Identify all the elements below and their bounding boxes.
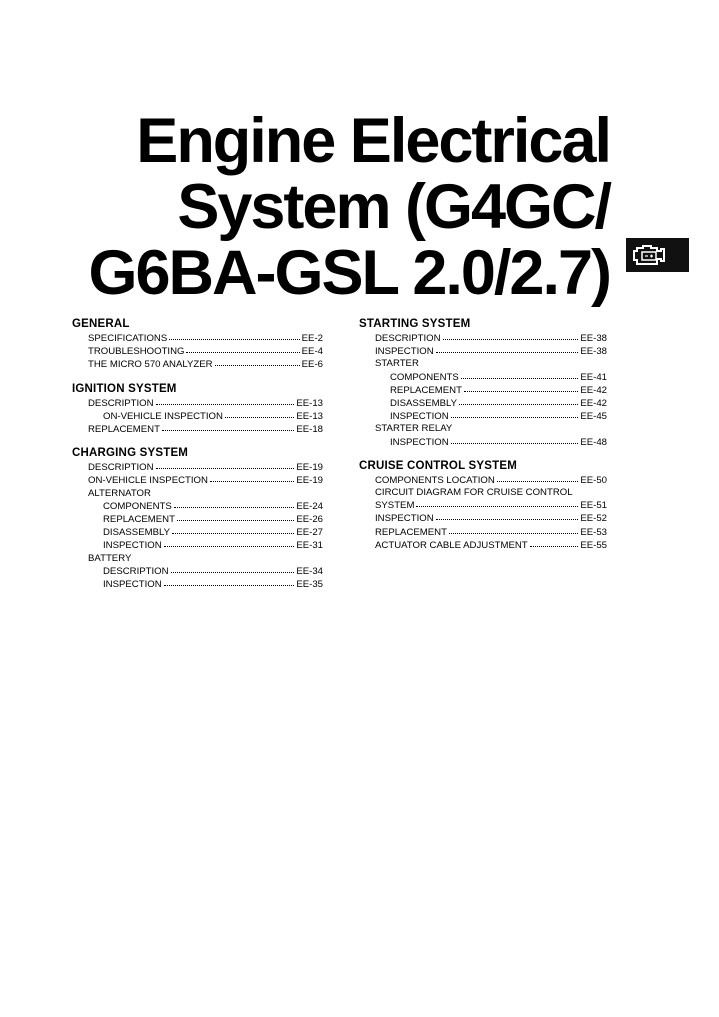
toc-entry-page: EE-38 <box>580 333 607 344</box>
toc-entry-page: EE-42 <box>580 384 607 396</box>
toc-entry-label: THE MICRO 570 ANALYZER <box>88 359 213 371</box>
toc-entry-label: INSPECTION <box>103 540 162 552</box>
toc-entry-label: REPLACEMENT <box>390 384 462 396</box>
toc-entry[interactable] <box>359 539 607 552</box>
toc-entry-page: EE-18 <box>296 424 323 436</box>
leader-dots <box>497 473 579 482</box>
toc-entry-label: COMPONENTS <box>390 371 459 383</box>
leader-dots <box>210 473 294 482</box>
toc-entry-page: EE-34 <box>296 565 323 577</box>
leader-dots <box>464 383 578 392</box>
toc-entry-label: DESCRIPTION <box>375 333 441 344</box>
toc-entry-page: EE-52 <box>580 513 607 525</box>
leader-dots <box>461 370 579 379</box>
toc-entry-label: REPLACEMENT <box>88 424 160 436</box>
leader-dots <box>174 499 295 508</box>
chapter-title-line-3: G6BA-GSL 2.0/2.7) <box>88 238 610 308</box>
leader-dots <box>530 538 579 547</box>
toc-entry-label: DISASSEMBLY <box>103 527 171 539</box>
toc-entry-page: EE-13 <box>296 410 323 422</box>
toc-heading-ignition: IGNITION SYSTEM <box>72 382 177 395</box>
leader-dots <box>186 344 299 353</box>
toc-section-general <box>72 332 323 372</box>
toc-entry-page: EE-38 <box>580 346 607 358</box>
toc-entry-label: INSPECTION <box>390 411 449 423</box>
toc-section-charging <box>72 461 323 591</box>
toc-entry[interactable] <box>359 474 607 487</box>
leader-dots <box>177 512 294 521</box>
leader-dots <box>171 564 295 573</box>
toc-subgroup-starter: STARTER <box>375 358 419 370</box>
leader-dots <box>162 422 294 431</box>
toc-section-ignition <box>72 397 323 437</box>
toc-right-column <box>359 317 607 562</box>
toc-entry-label: SPECIFICATIONS <box>88 333 168 344</box>
toc-entry-label: ACTUATOR CABLE ADJUSTMENT <box>375 539 528 551</box>
toc-entry-label: COMPONENTS LOCATION <box>375 474 495 486</box>
toc-entry-label: ON-VEHICLE INSPECTION <box>88 475 208 487</box>
toc-entry-page: EE-50 <box>580 474 607 486</box>
toc-entry-label: DESCRIPTION <box>88 462 154 474</box>
toc-entry-label: INSPECTION <box>375 513 434 525</box>
leader-dots <box>459 396 578 405</box>
leader-dots <box>443 331 579 340</box>
engine-electrical-icon <box>626 238 689 272</box>
chapter-title <box>88 108 610 306</box>
leader-dots <box>169 331 299 340</box>
toc-entry[interactable] <box>359 410 607 423</box>
toc-entry-page: EE-31 <box>296 540 323 552</box>
toc-entry[interactable] <box>72 358 323 371</box>
toc-subgroup-alternator: ALTERNATOR <box>88 487 151 499</box>
toc-entry-page: EE-6 <box>301 359 323 371</box>
toc-entry[interactable] <box>359 436 607 449</box>
toc-entry-label: TROUBLESHOOTING <box>88 346 185 358</box>
toc-section-cruise <box>359 474 607 552</box>
leader-dots <box>164 577 295 586</box>
toc-entry-label: INSPECTION <box>103 579 162 591</box>
leader-dots <box>436 344 579 353</box>
toc-left-column <box>72 317 323 601</box>
toc-section-starting <box>359 332 607 449</box>
toc-entry-page: EE-19 <box>296 475 323 487</box>
leader-dots <box>156 396 295 405</box>
toc-entry-label: INSPECTION <box>390 436 449 448</box>
chapter-title-line-1: Engine Electrical <box>136 106 610 176</box>
toc-entry-label: CIRCUIT DIAGRAM FOR CRUISE CONTROL <box>375 487 573 499</box>
toc-entry-label: SYSTEM <box>375 500 415 512</box>
toc-entry-page: EE-42 <box>580 398 607 410</box>
toc-entry-page: EE-4 <box>301 346 323 358</box>
leader-dots <box>416 498 578 507</box>
toc-entry-label: DISASSEMBLY <box>390 398 458 410</box>
toc-entry-page: EE-53 <box>580 526 607 538</box>
toc-subgroup-battery: BATTERY <box>88 552 132 564</box>
toc-entry-label: REPLACEMENT <box>103 514 175 526</box>
leader-dots <box>436 511 579 520</box>
toc-entry-label: ON-VEHICLE INSPECTION <box>103 410 223 422</box>
toc-entry[interactable] <box>72 539 323 552</box>
toc-entry-label: REPLACEMENT <box>375 526 447 538</box>
toc-entry[interactable] <box>72 474 323 487</box>
toc-entry-page: EE-19 <box>296 462 323 474</box>
toc-entry-page: EE-2 <box>301 333 323 344</box>
leader-dots <box>449 525 578 534</box>
leader-dots <box>225 409 294 418</box>
toc-entry[interactable] <box>72 578 323 591</box>
toc-entry-label: DESCRIPTION <box>103 565 169 577</box>
toc-entry-label: DESCRIPTION <box>88 397 154 409</box>
toc-entry-page: EE-51 <box>580 500 607 512</box>
toc-entry[interactable] <box>359 345 607 358</box>
toc-heading-starting: STARTING SYSTEM <box>359 318 471 330</box>
toc-heading-general: GENERAL <box>72 318 130 330</box>
toc-subgroup-starter-relay: STARTER RELAY <box>375 423 453 435</box>
toc-heading-cruise: CRUISE CONTROL SYSTEM <box>359 459 517 472</box>
leader-dots <box>451 435 579 444</box>
leader-dots <box>164 538 295 547</box>
toc-entry-page: EE-27 <box>296 527 323 539</box>
toc-entry-page: EE-41 <box>580 371 607 383</box>
toc-entry-page: EE-13 <box>296 397 323 409</box>
toc-entry-page: EE-24 <box>296 500 323 512</box>
toc-entry-page: EE-45 <box>580 411 607 423</box>
toc-entry-label: INSPECTION <box>375 346 434 358</box>
leader-dots <box>156 460 295 469</box>
toc-entry-page: EE-55 <box>580 539 607 551</box>
toc-entry-label: COMPONENTS <box>103 500 172 512</box>
leader-dots <box>215 357 300 366</box>
toc-entry-page: EE-26 <box>296 514 323 526</box>
toc-entry[interactable] <box>72 423 323 436</box>
chapter-title-line-2: System (G4GC/ <box>177 172 610 242</box>
leader-dots <box>172 525 294 534</box>
leader-dots <box>451 409 579 418</box>
toc-entry-page: EE-48 <box>580 436 607 448</box>
toc-heading-charging: CHARGING SYSTEM <box>72 447 189 460</box>
toc-entry-page: EE-35 <box>296 579 323 591</box>
